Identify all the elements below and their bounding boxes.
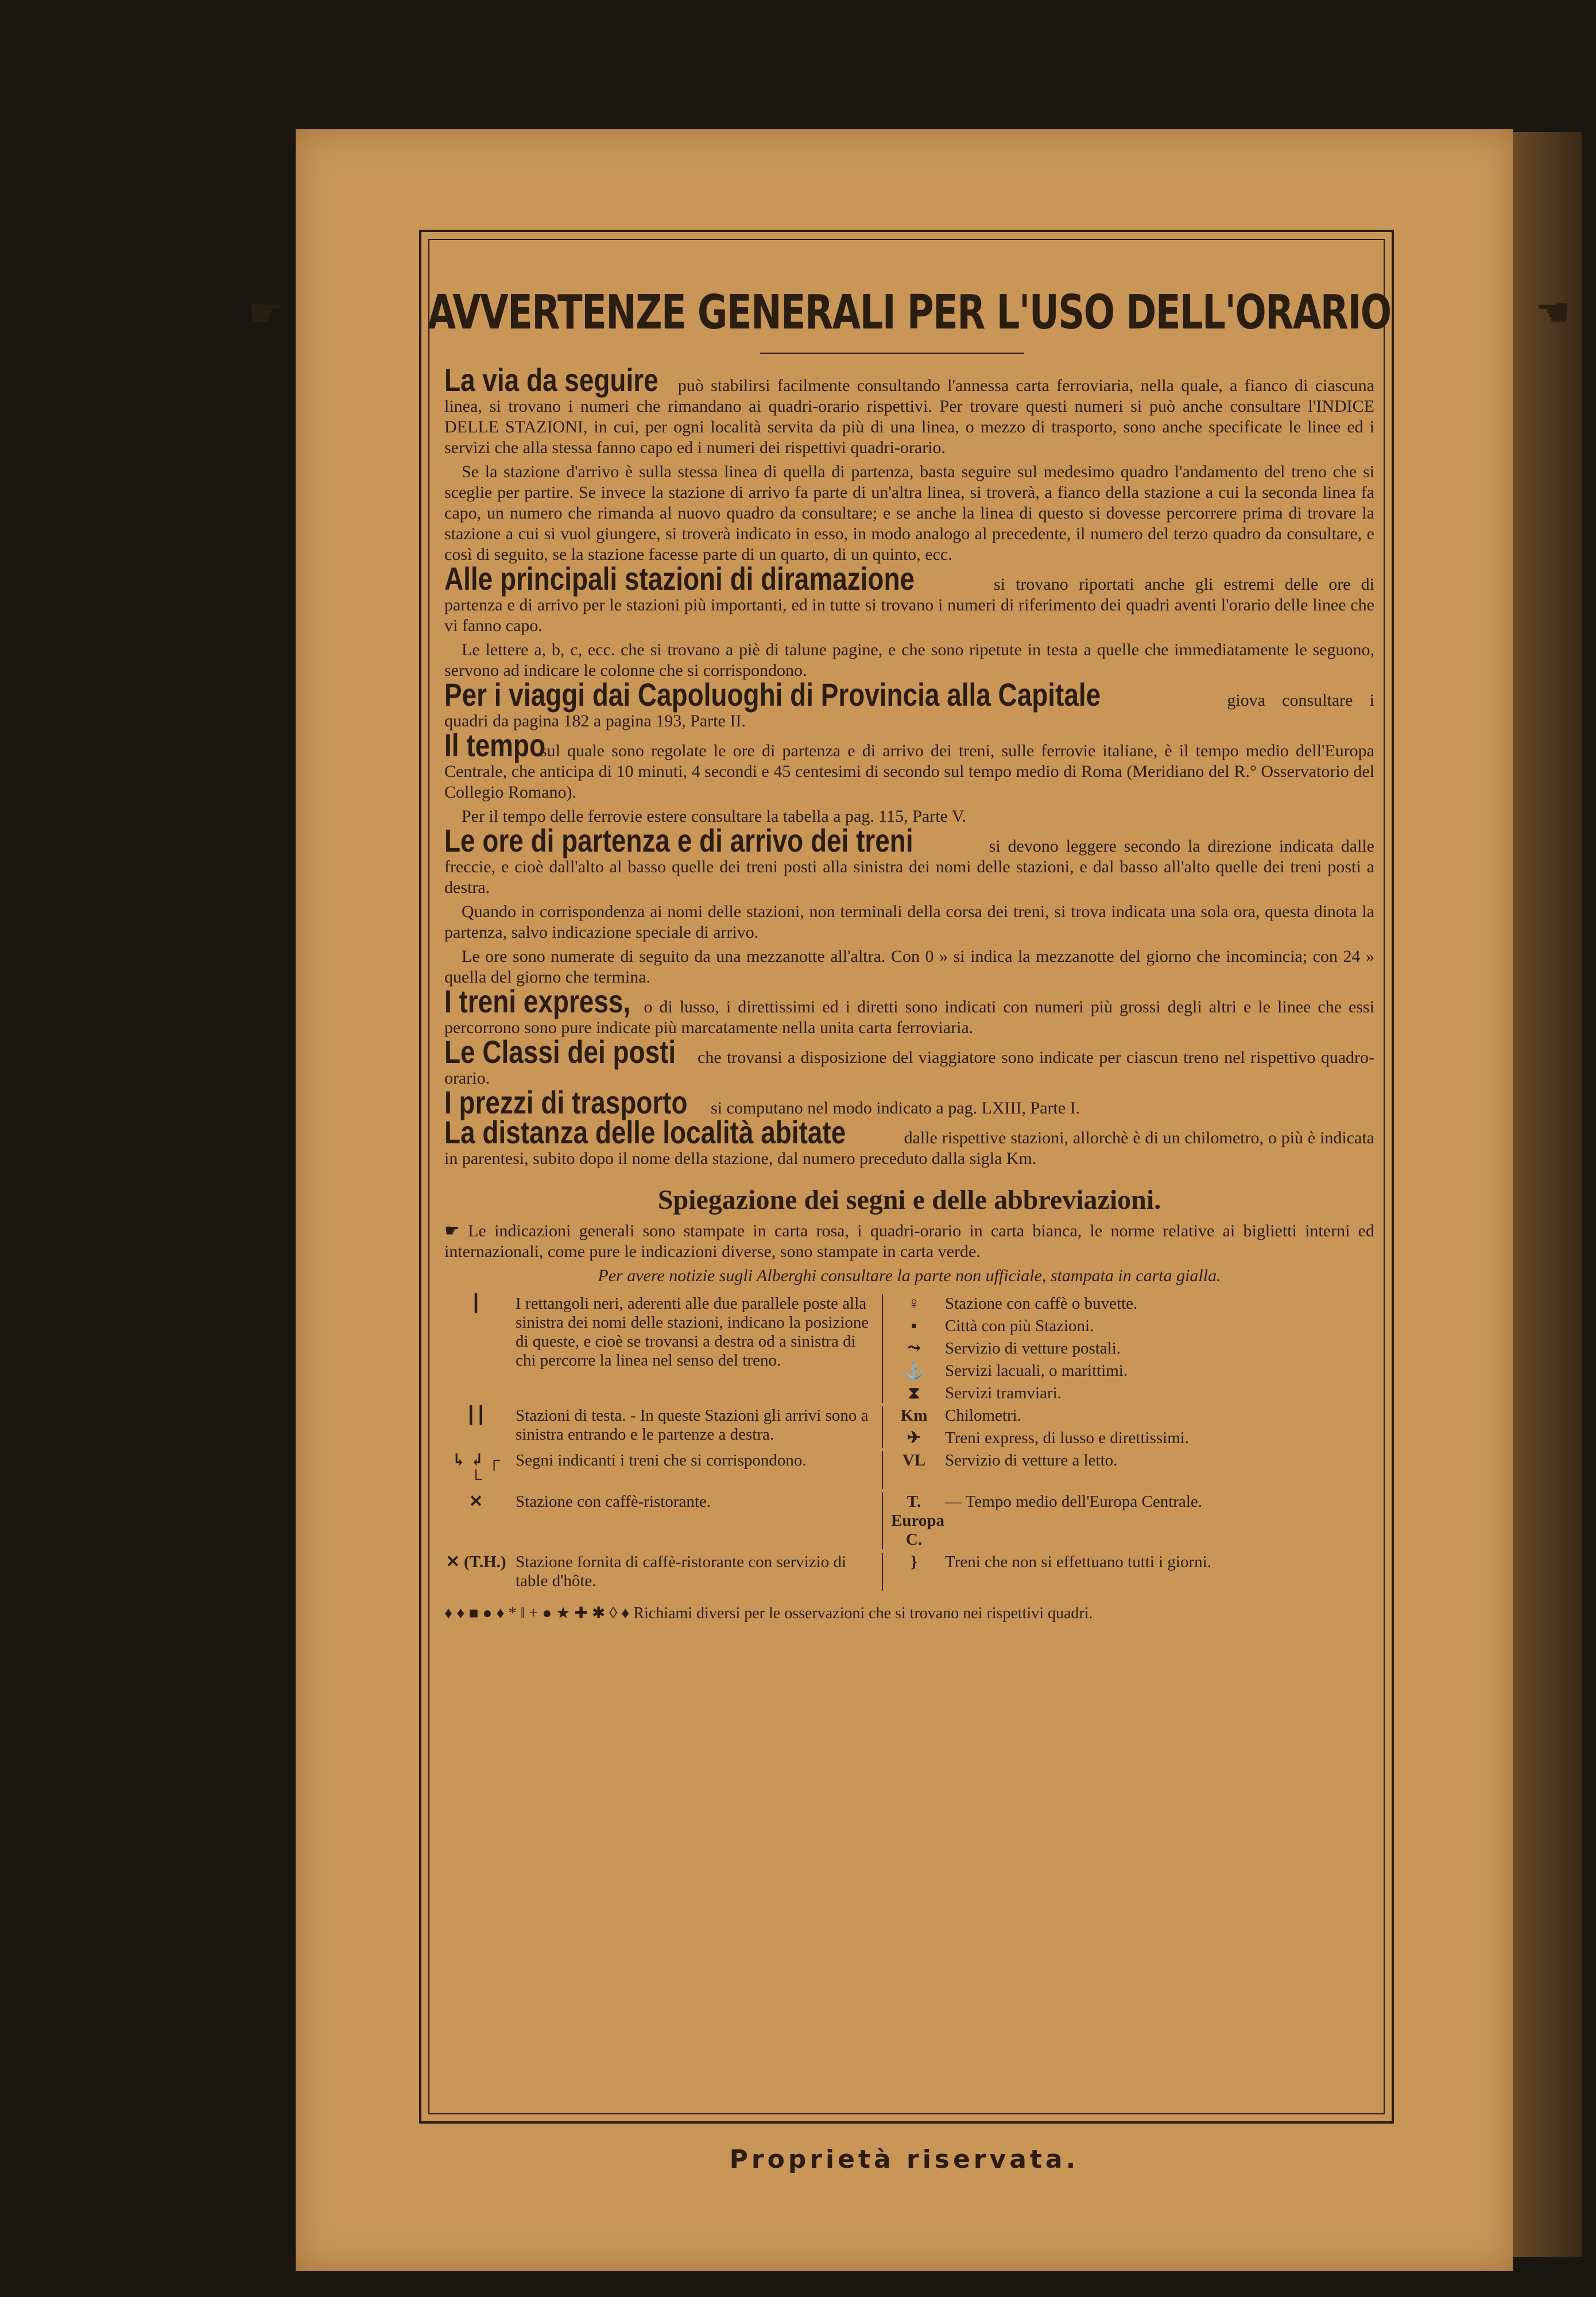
paragraph-text: Se la stazione d'arrivo è sulla stessa linea di quella di partenza, basta seguire sul medesimo quadro l'andamento del treno che si sceglie per partire. Se invece la stazione di arrivo fa parte di un'altra linea, si troverà, a fianco della stazione a cui la seconda linea fa capo, un numero che rimanda al nuovo quadro da consultare; e se anche la linea di questo si dovesse percorrere prima di trovare la stazione a cui si vuol giungere, si troverà indicato in esso, in modo analogo al precedente, il numero del terzo quadro da consultare, e così di seguito, se la stazione facesse parte di un quarto, di un quinto, ecc. (444, 462, 1374, 564)
paragraph-text: che trovansi a disposizione del viaggiatore sono indicate per ciascun treno nel rispettivo quadro-orario. (444, 1048, 1374, 1088)
legend-symbol: ┃┃ (466, 1406, 486, 1425)
legend-symbol: ♀ (908, 1294, 920, 1313)
paragraph-text: può stabilirsi facilmente consultando l'annessa carta ferroviaria, nella quale, a fianco di ciascuna linea, si trovano i numeri che rimandano ai quadri-orario rispettivi. Per trovare questi numeri si può anche consultare l'INDICE DELLE STAZIONI, in cui, per ogni località servita da più di una linea, o mezzo di trasporto, sono anche specificate le linee ed i servizi che alla stessa fanno capo ed i numeri dei rispettivi quadri-orario. (444, 376, 1374, 457)
legend-symbol: ✈ (907, 1429, 921, 1447)
legend-text: Treni che non si effettuano tutti i giorni. (945, 1553, 1211, 1571)
paragraph-lead: Per i viaggi dai Capoluoghi di Provincia alla Capitale (444, 676, 1101, 713)
legend-text: Servizio di vetture postali. (945, 1339, 1121, 1358)
legend-text: Segni indicanti i treni che si corrispondono. (516, 1451, 883, 1489)
paragraph (444, 983, 1374, 1038)
legend-text: Treni express, di lusso e direttissimi. (945, 1429, 1190, 1447)
legend-text: — Tempo medio dell'Europa Centrale. (945, 1492, 1203, 1511)
legend-text: Stazioni di testa. - In queste Stazioni gli arrivi sono a sinistra entrando e le partenze a destra. (516, 1406, 883, 1448)
legend-text: Servizi lacuali, o marittimi. (945, 1362, 1128, 1380)
paragraph-text: sul quale sono regolate le ore di partenza e di arrivo dei treni, sulle ferrovie italiane, è il tempo medio dell'Europa Centrale, che anticipa di 10 minuti, 4 secondi e 45 centesimi di secondo sul tempo medio di Roma (Meridiano del R.° Osservatorio del Collegio Romano). (444, 741, 1374, 802)
paragraph-lead: La via da seguire (444, 362, 658, 398)
paragraph-lead: Le ore di partenza e di arrivo dei treni (444, 822, 913, 859)
paragraph (444, 560, 1374, 636)
paragraph-lead: La distanza delle località abitate (444, 1114, 846, 1150)
instructions (444, 362, 1374, 1169)
paragraph (444, 1034, 1374, 1089)
pointing-hand-icon: ☛ (247, 291, 284, 335)
legend-symbol: ✕ (468, 1492, 483, 1511)
paragraph (444, 727, 1374, 803)
paragraph (444, 640, 1374, 681)
paragraph (444, 362, 1374, 458)
legend-symbol: Km (900, 1406, 928, 1425)
paragraph (444, 1114, 1374, 1169)
legend-symbol: ⧗ (908, 1384, 920, 1402)
legend-text: Stazione con caffè o buvette. (945, 1294, 1138, 1313)
page-edge (1513, 132, 1582, 2257)
legend-symbol: ⤳ (907, 1339, 921, 1358)
border-frame (247, 230, 1571, 2124)
paragraph-text: dalle rispettive stazioni, allorchè è di un chilometro, o più è indicata in parentesi, subito dopo il nome della stazione, dal numero preceduto dalla sigla Km. (444, 1128, 1374, 1168)
paragraph (444, 462, 1374, 565)
paragraph-text: Le ore sono numerate di seguito da una mezzanotte all'altra. Con 0 » si indica la mezzanotte del giorno che incomincia; con 24 » quella del giorno che termina. (444, 947, 1374, 987)
legend-text: I rettangoli neri, aderenti alle due parallele poste alla sinistra dei nomi delle stazioni, indicano la posizione di queste, e cioè se trovansi a destra od a sinistra di chi percorre la linea nel senso del treno. (516, 1294, 883, 1403)
section-heading: Spiegazione dei segni e delle abbreviazioni. (657, 1185, 1161, 1215)
paragraph-text: Le lettere a, b, c, ecc. che si trovano a piè di talune pagine, e che sono ripetute in testa a quelle che immediatamente le seguono, servono ad indicare le colonne che si corrispondono. (444, 640, 1374, 680)
paragraph-text: si computano nel modo indicato a pag. LXIII, Parte I. (706, 1099, 1080, 1117)
legend-symbol: } (911, 1553, 917, 1571)
note: Per avere notizie sugli Alberghi consultare la parte non ufficiale, stampata in carta gialla. (598, 1266, 1221, 1285)
paragraph (444, 822, 1374, 898)
paragraph-lead: I prezzi di trasporto (444, 1084, 688, 1120)
legend-symbol: T. Europa C. (891, 1492, 944, 1549)
paragraph-lead: Il tempo (444, 727, 546, 763)
pointing-hand-icon: ☚ (1535, 291, 1571, 335)
legend-symbol: ▪ (911, 1317, 917, 1335)
paragraph-text: o di lusso, i direttissimi ed i diretti sono indicati con numeri più grossi degli altri e le linee che essi percorrono sono pure indicate più marcatamente nella unita carta ferroviaria. (444, 997, 1374, 1037)
paragraph-text: giova consultare i quadri da pagina 182 a pagina 193, Parte II. (444, 691, 1374, 730)
paragraph (444, 676, 1374, 732)
paragraph (444, 902, 1374, 943)
paragraph (444, 946, 1374, 988)
legend-text: Servizi tramviari. (945, 1384, 1062, 1402)
legend-text: Servizio di vetture a letto. (945, 1451, 1118, 1470)
legend-symbol: ↳ ↲ ┌ └ (452, 1451, 500, 1488)
divider (760, 353, 1024, 354)
richiami-line: ♦ ♦ ■ ● ♦ * ‖ + ● ★ ✚ ✱ ◊ ♦ Richiami diversi per le osservazioni che si trovano nei rispettivi quadri. (444, 1604, 1093, 1622)
legend-text: Stazione con caffè-ristorante. (516, 1492, 883, 1549)
paragraph-text: Quando in corrispondenza ai nomi delle stazioni, non terminali della corsa dei treni, si trova indicata una sola ora, questa dinota la partenza, salvo indicazione speciale di arrivo. (444, 902, 1374, 942)
paragraph-text: Per il tempo delle ferrovie estere consultare la tabella a pag. 115, Parte V. (462, 807, 967, 826)
paragraph-lead: Alle principali stazioni di diramazione (444, 560, 915, 597)
paragraph-text: si devono leggere secondo la direzione indicata dalle freccie, e cioè dall'alto al basso quelle dei treni posti alla sinistra dei nomi delle stazioni, e dal basso all'alto quelle dei treni posti a destra. (444, 837, 1374, 897)
paragraph-text: si trovano riportati anche gli estremi delle ore di partenza e di arrivo per le stazioni più importanti, ed in tutte si trovano i numeri di riferimento dei quadri aventi l'orario delle linee che vi fanno capo. (444, 575, 1374, 635)
document-body (444, 362, 1374, 1627)
legend (444, 1294, 1374, 1591)
legend-text: Chilometri. (945, 1406, 1021, 1425)
footer: Proprietà riservata. (729, 2145, 1079, 2174)
page-title: ☛ AVVERTENZE GENERALI PER L'USO DELL'ORARIO ☚ (247, 285, 1571, 340)
document-page (247, 129, 1571, 2271)
legend-symbol: VL (902, 1451, 926, 1470)
legend-text: Stazione fornita di caffè-ristorante con servizio di table d'hôte. (516, 1553, 883, 1591)
paragraph-lead: Le Classi dei posti (444, 1034, 676, 1070)
legend-symbol: ⚓ (903, 1362, 925, 1380)
legend-text: Città con più Stazioni. (945, 1317, 1094, 1335)
legend-symbol: ┃ (471, 1294, 481, 1313)
note: ☛ Le indicazioni generali sono stampate in carta rosa, i quadri-orario in carta bianca, le norme relative ai biglietti interni ed internazionali, come pure le indicazioni diverse, sono stampate in carta verde. (444, 1221, 1374, 1261)
paragraph-lead: I treni express, (444, 983, 631, 1019)
legend-symbol: ✕ (T.H.) (446, 1553, 506, 1571)
